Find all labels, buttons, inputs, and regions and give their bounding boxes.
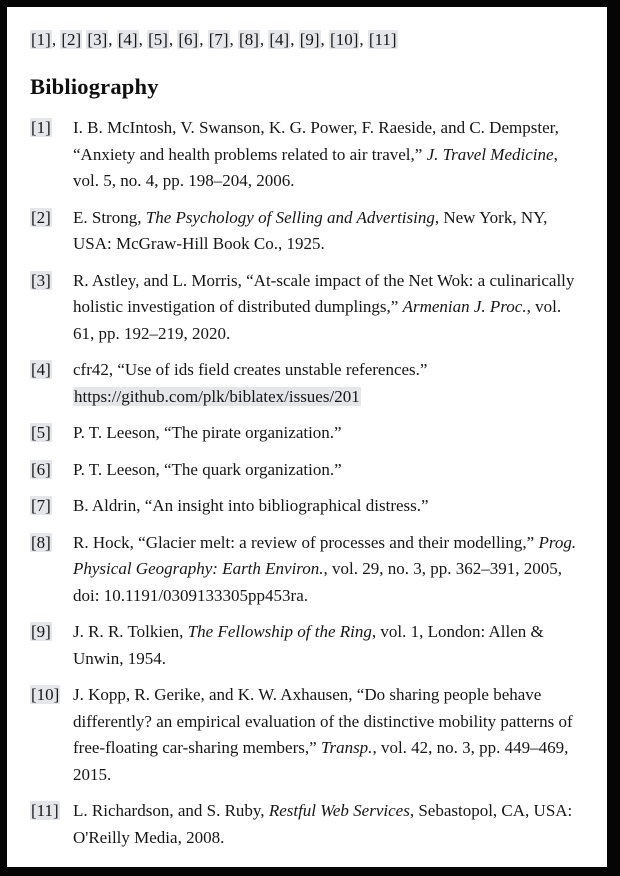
citation-link[interactable]: [4] bbox=[269, 30, 290, 49]
reference-label[interactable]: [2] bbox=[31, 207, 51, 227]
reference-text: L. Richardson, and S. Ruby, Restful Web Services, Sebastopol, CA, USA: O'Reilly Media, 2008. bbox=[73, 801, 573, 847]
citation-link[interactable]: [1] bbox=[31, 30, 51, 49]
reference-label-cell bbox=[30, 457, 73, 484]
reference-label-cell bbox=[30, 357, 73, 410]
citation-link[interactable]: [2] bbox=[61, 30, 82, 49]
reference-text: P. T. Leeson, “The pirate organization.” bbox=[73, 423, 342, 442]
citation-line: [1], [2] [3], [4], [5], [6], [7], [8], [4], [9], [10], [11] bbox=[31, 30, 397, 49]
reference-label-cell bbox=[30, 115, 73, 195]
reference-label-cell bbox=[30, 682, 73, 788]
reference-text: J. Kopp, R. Gerike, and K. W. Axhausen, “Do sharing people behave differently? an empirical evaluation of the distinctive mobility patterns of free-floating car-sharing members,” Transp., vol. 42, no. 3, pp. 449–469, 2015. bbox=[73, 685, 573, 784]
reference-item bbox=[30, 357, 585, 410]
reference-item bbox=[30, 493, 585, 520]
reference-text: P. T. Leeson, “The quark organization.” bbox=[73, 459, 342, 479]
reference-item bbox=[30, 420, 585, 447]
reference-url-link[interactable]: https://github.com/plk/biblatex/issues/201 bbox=[74, 386, 360, 406]
reference-label[interactable]: [9] bbox=[31, 622, 51, 641]
citation-link[interactable]: [3] bbox=[87, 30, 108, 49]
reference-text: J. R. R. Tolkien, The Fellowship of the Ring, vol. 1, London: Allen & Unwin, 1954. bbox=[73, 622, 544, 668]
reference-item bbox=[30, 798, 585, 851]
citation-link[interactable]: [6] bbox=[178, 30, 199, 49]
reference-text: B. Aldrin, “An insight into bibliographical distress.” bbox=[73, 496, 429, 515]
citation-link[interactable]: [9] bbox=[299, 30, 320, 49]
reference-label[interactable]: [4] bbox=[31, 360, 51, 379]
citation-link[interactable]: [8] bbox=[239, 30, 259, 49]
reference-label-cell bbox=[30, 205, 73, 258]
reference-label-cell bbox=[30, 619, 73, 672]
reference-label[interactable]: [6] bbox=[31, 459, 51, 479]
citation-link[interactable]: [11] bbox=[368, 30, 397, 49]
reference-text: R. Astley, and L. Morris, “At-scale impact of the Net Wok: a culinarically holistic investigation of distributed dumplings,” Armenian J. Proc., vol. 61, pp. 192–219, 2020. bbox=[73, 270, 575, 343]
reference-item bbox=[30, 530, 585, 610]
reference-list bbox=[30, 115, 585, 851]
italic-title: The Psychology of Selling and Advertising bbox=[145, 207, 435, 227]
reference-item bbox=[30, 268, 585, 348]
reference-label[interactable]: [7] bbox=[31, 496, 51, 515]
reference-label[interactable]: [10] bbox=[31, 685, 60, 704]
reference-text: cfr42, “Use of ids field creates unstable references.” https://github.com/plk/biblatex/issues/201 bbox=[73, 360, 428, 406]
reference-item bbox=[30, 457, 585, 484]
bibliography-heading: Bibliography bbox=[30, 74, 159, 99]
italic-title: Transp. bbox=[320, 738, 373, 757]
reference-label-cell bbox=[30, 530, 73, 610]
citation-link[interactable]: [5] bbox=[148, 30, 168, 49]
italic-title: The Fellowship of the Ring bbox=[187, 622, 372, 641]
italic-title: Restful Web Services bbox=[268, 801, 410, 820]
reference-text: E. Strong, The Psychology of Selling and Advertising, New York, NY, USA: McGraw-Hill Book Co., 1925. bbox=[73, 207, 548, 253]
reference-label[interactable]: [3] bbox=[31, 270, 51, 290]
reference-label[interactable]: [5] bbox=[31, 423, 51, 442]
italic-title: J. Travel Medicine bbox=[426, 144, 554, 164]
reference-label-cell bbox=[30, 798, 73, 851]
reference-text: R. Hock, “Glacier melt: a review of processes and their modelling,” Prog. Physical Geography: Earth Environ., vol. 29, no. 3, pp. 362–391, 2005, doi: 10.1191/0309133305pp453ra. bbox=[73, 532, 577, 605]
reference-text: I. B. McIntosh, V. Swanson, K. G. Power, F. Raeside, and C. Dempster, “Anxiety and health problems related to air travel,” J. Travel Medicine, vol. 5, no. 4, pp. 198–204, 2006. bbox=[73, 118, 559, 190]
reference-item bbox=[30, 115, 585, 195]
reference-label-cell bbox=[30, 493, 73, 520]
reference-item bbox=[30, 205, 585, 258]
reference-label[interactable]: [8] bbox=[31, 532, 51, 552]
citation-link[interactable]: [4] bbox=[117, 30, 138, 49]
reference-label[interactable]: [11] bbox=[31, 801, 59, 820]
reference-label-cell bbox=[30, 420, 73, 447]
reference-label[interactable]: [1] bbox=[31, 118, 51, 137]
citation-link[interactable]: [10] bbox=[330, 30, 359, 49]
citation-link[interactable]: [7] bbox=[208, 30, 229, 49]
italic-title: Prog. Physical Geography: Earth Environ. bbox=[73, 532, 577, 578]
reference-label-cell bbox=[30, 268, 73, 348]
reference-item bbox=[30, 682, 585, 788]
italic-title: Armenian J. Proc. bbox=[402, 297, 527, 316]
reference-item bbox=[30, 619, 585, 672]
